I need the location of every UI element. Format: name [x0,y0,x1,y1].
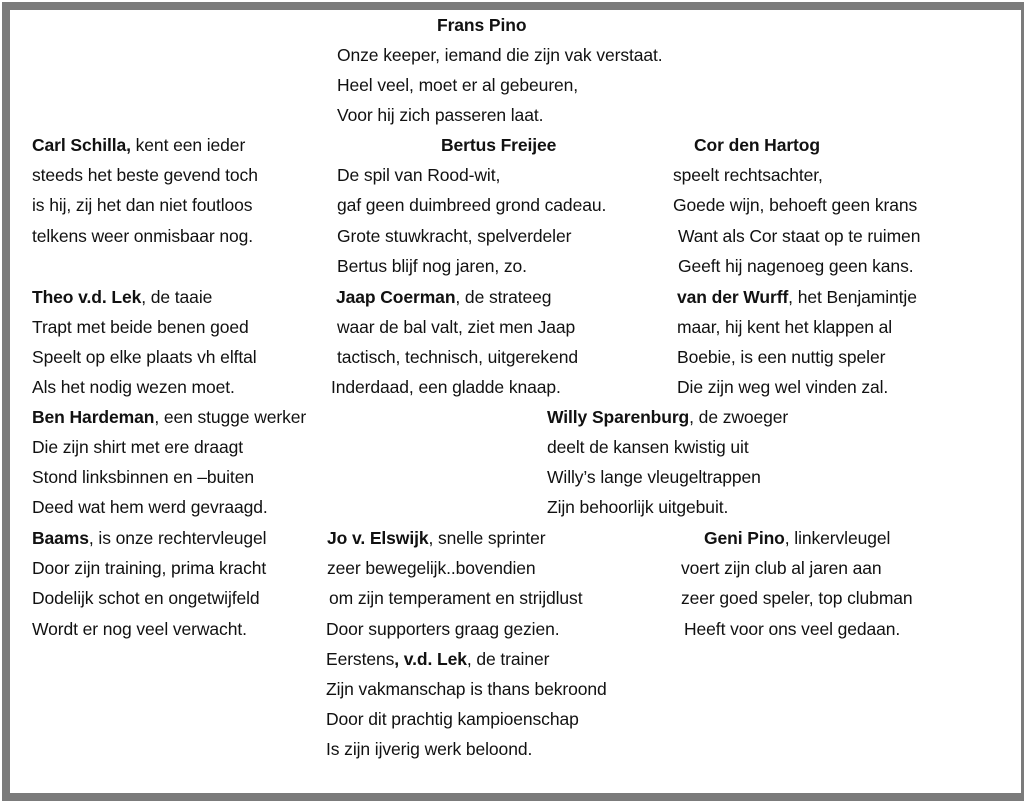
stanza-first-line-carl-schilla [32,134,245,156]
stanza-line: Onze keeper, iemand die zijn vak verstaat. [337,45,663,65]
stanza-line: om zijn temperament en strijdlust [329,588,583,608]
stanza-line: Heeft voor ons veel gedaan. [684,619,901,639]
stanza-first-line-jaap-coerman [336,286,551,308]
stanza-heading-cor-den-hartog: Cor den Hartog [694,135,820,155]
stanza-line: tactisch, technisch, uitgerekend [337,347,578,367]
player-name: Carl Schilla, [32,135,131,155]
stanza-first-line-jo-v-elswijk [327,527,545,549]
stanza-line: De spil van Rood-wit, [337,165,501,185]
stanza-first-line-van-der-wurff [677,286,917,308]
player-name: Geni Pino [704,528,785,548]
stanza-line: Dodelijk schot en ongetwijfeld [32,588,260,608]
stanza-line: Wordt er nog veel verwacht. [32,619,247,639]
stanza-line: zeer bewegelijk..bovendien [327,558,536,578]
stanza-line: Stond linksbinnen en –buiten [32,467,254,487]
stanza-line: Die zijn weg wel vinden zal. [677,377,889,397]
player-name: Willy Sparenburg [547,407,690,427]
stanza-text: , de trainer [466,649,550,669]
stanza-line: voert zijn club al jaren aan [681,558,882,578]
stanza-text: , snelle sprinter [428,528,546,548]
stanza-line: Inderdaad, een gladde knaap. [331,377,561,397]
stanza-text: Eerstens [326,649,395,669]
stanza-line: Deed wat hem werd gevraagd. [32,497,268,517]
stanza-line: Heel veel, moet er al gebeuren, [337,75,579,95]
stanza-line: Bertus blijf nog jaren, zo. [337,256,527,276]
stanza-first-line-willy-sparenburg [547,406,788,428]
stanza-line: Grote stuwkracht, spelverdeler [337,226,572,246]
stanza-line: steeds het beste gevend toch [32,165,258,185]
stanza-line: Willy’s lange vleugeltrappen [547,467,761,487]
stanza-line: Die zijn shirt met ere draagt [32,437,244,457]
stanza-line: telkens weer onmisbaar nog. [32,226,254,246]
stanza-heading-frans-pino: Frans Pino [437,15,527,35]
stanza-line: maar, hij kent het klappen al [677,317,893,337]
stanza-first-line-baams [32,527,266,549]
stanza-line: Trapt met beide benen goed [32,317,249,337]
stanza-line: Zijn behoorlijk uitgebuit. [547,497,729,517]
stanza-text: , de strateeg [455,287,552,307]
stanza-text: , is onze rechtervleugel [88,528,267,548]
stanza-line: Speelt op elke plaats vh elftal [32,347,257,367]
stanza-first-line-trainer [326,648,549,670]
player-name: van der Wurff [677,287,789,307]
player-name: Theo v.d. Lek [32,287,142,307]
stanza-text: , het Benjamintje [788,287,917,307]
stanza-first-line-geni-pino [704,527,890,549]
stanza-line: Door supporters graag gezien. [326,619,560,639]
stanza-line: Zijn vakmanschap is thans bekroond [326,679,607,699]
stanza-line: deelt de kansen kwistig uit [547,437,749,457]
stanza-first-line-theo-vd-lek [32,286,212,308]
player-name: Baams [32,528,89,548]
stanza-line: Geeft hij nagenoeg geen kans. [678,256,914,276]
stanza-line: Voor hij zich passeren laat. [337,105,544,125]
stanza-line: Boebie, is een nuttig speler [677,347,886,367]
stanza-text: kent een ieder [130,135,246,155]
player-name: Jo v. Elswijk [327,528,429,548]
stanza-line: Als het nodig wezen moet. [32,377,235,397]
player-name: Ben Hardeman [32,407,155,427]
stanza-first-line-ben-hardeman [32,406,306,428]
stanza-text: , de zwoeger [689,407,789,427]
stanza-line: Door dit prachtig kampioenschap [326,709,579,729]
stanza-line: speelt rechtsachter, [673,165,823,185]
stanza-text: , linkervleugel [784,528,891,548]
stanza-line: gaf geen duimbreed grond cadeau. [337,195,607,215]
stanza-line: Is zijn ijverig werk beloond. [326,739,533,759]
stanza-line: Goede wijn, behoeft geen krans [673,195,918,215]
stanza-line: Door zijn training, prima kracht [32,558,267,578]
stanza-line: waar de bal valt, ziet men Jaap [337,317,576,337]
stanza-line: zeer goed speler, top clubman [681,588,913,608]
stanza-line: is hij, zij het dan niet foutloos [32,195,253,215]
stanza-text: , een stugge werker [154,407,307,427]
stanza-heading-bertus-freijee: Bertus Freijee [441,135,557,155]
stanza-text: , de taaie [141,287,213,307]
stanza-line: Want als Cor staat op te ruimen [678,226,921,246]
player-name: , v.d. Lek [394,649,467,669]
player-name: Jaap Coerman [336,287,456,307]
